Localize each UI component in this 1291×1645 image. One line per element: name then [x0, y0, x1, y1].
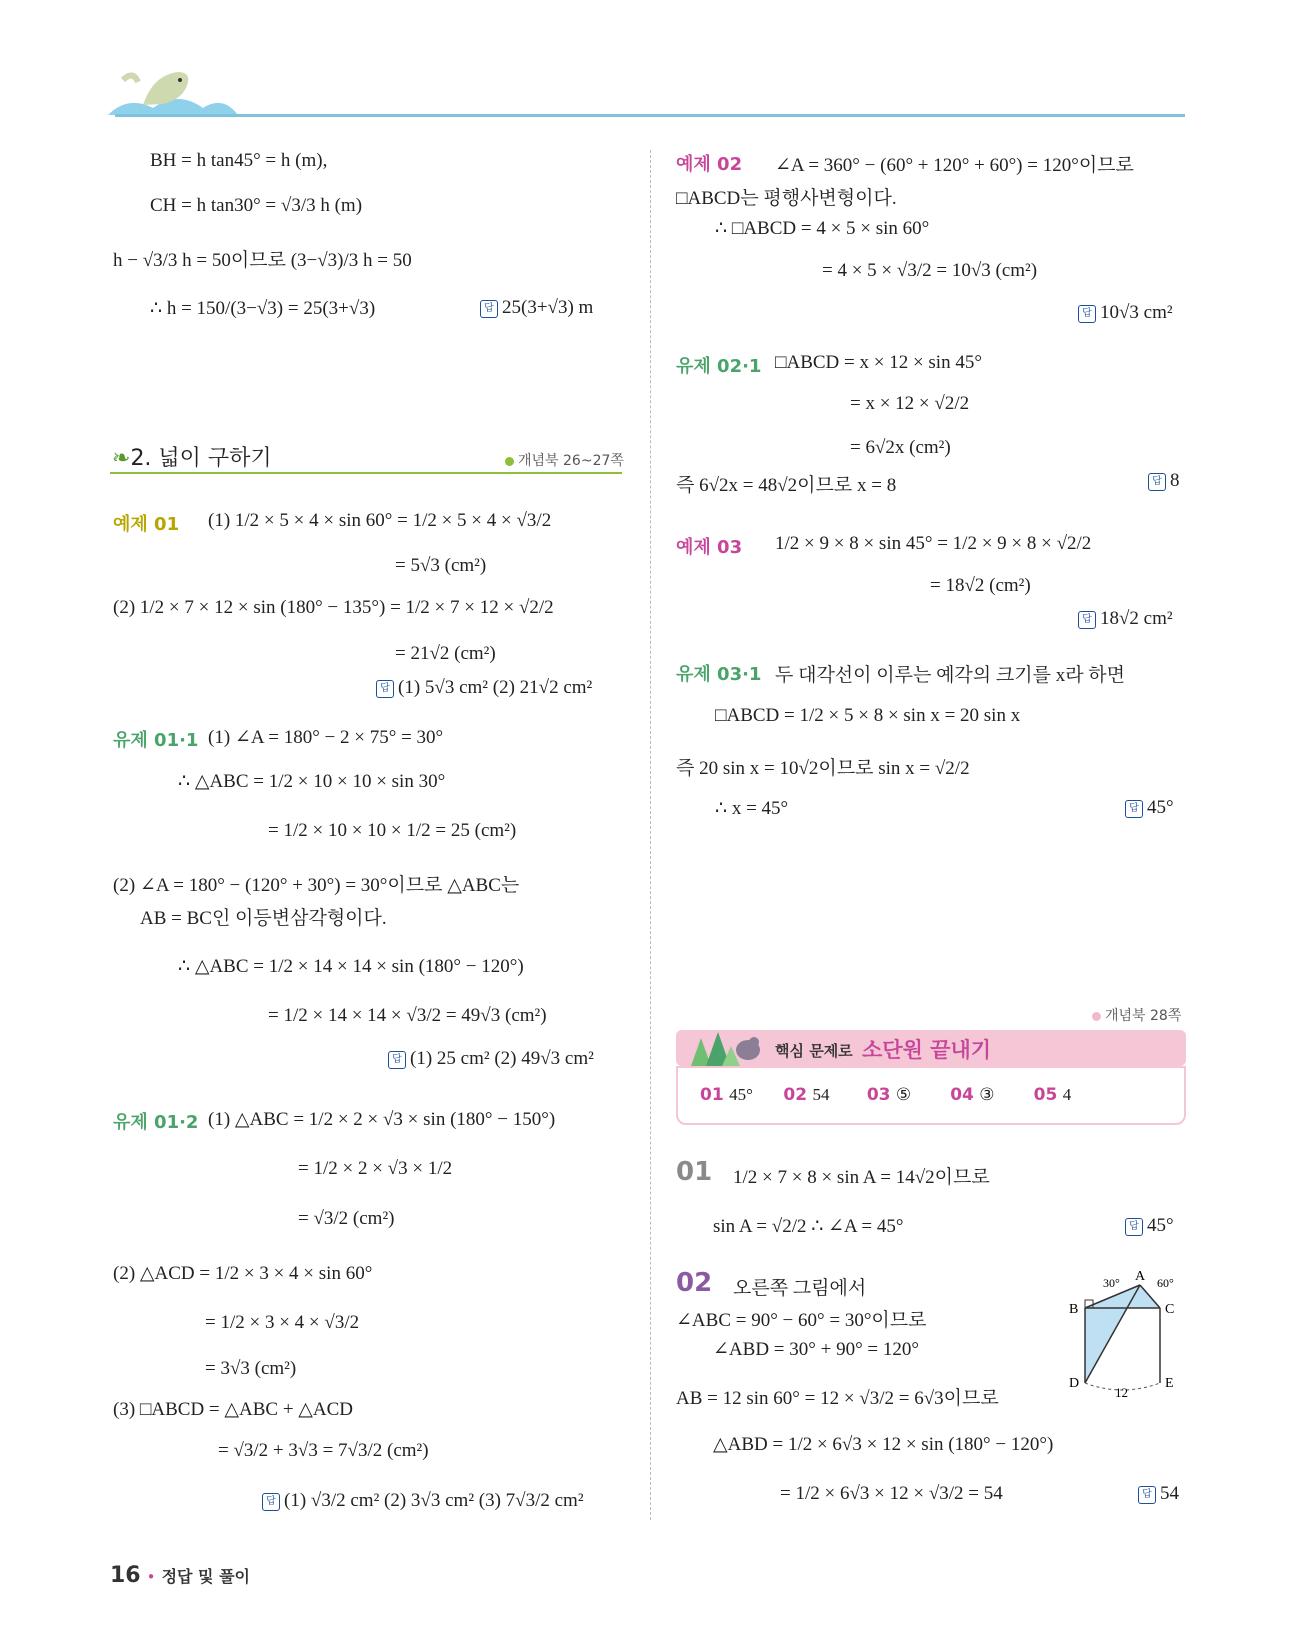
- problem-label: 예제 01: [113, 514, 180, 535]
- section-rule: [110, 472, 622, 474]
- answer-icon: 답: [1125, 1218, 1143, 1236]
- bullet-dot-icon: [505, 457, 514, 466]
- math-line: (1) △ABC = 1/2 × 2 × √3 × sin (180° − 150°): [208, 1109, 556, 1130]
- math-line: (2) ∠A = 180° − (120° + 30°) = 30°이므로 △ABC는: [113, 875, 520, 896]
- figure-label: 12: [1115, 1385, 1128, 1400]
- figure-label: E: [1165, 1376, 1174, 1391]
- trees-bird-icon: [686, 1018, 766, 1068]
- figure-svg: [1065, 1265, 1195, 1400]
- math-line: AB = BC인 이등변삼각형이다.: [140, 908, 387, 929]
- figure-label: B: [1069, 1302, 1079, 1317]
- quick-answer: 02 54: [783, 1085, 830, 1105]
- problem-label: 예제 02: [676, 154, 743, 175]
- column-divider: [650, 150, 651, 1520]
- summary-ref: 개념북 28쪽: [1092, 1005, 1181, 1025]
- quick-answer: 01 45°: [700, 1085, 753, 1105]
- math-line: □ABCD = 1/2 × 5 × 8 × sin x = 20 sin x: [715, 705, 1021, 726]
- answer-icon: 답: [1138, 1486, 1156, 1504]
- math-line: 두 대각선이 이루는 예각의 크기를 x라 하면: [775, 665, 1126, 686]
- figure-label: C: [1165, 1302, 1175, 1317]
- banner-illustration: [686, 1018, 766, 1073]
- math-line: = 1/2 × 2 × √3 × 1/2: [298, 1158, 453, 1179]
- math-line: = 5√3 (cm²): [395, 555, 487, 576]
- answer-icon: 답: [1078, 611, 1096, 629]
- math-line: AB = 12 sin 60° = 12 × √3/2 = 6√3이므로: [676, 1388, 999, 1409]
- problem-label: 예제 03: [676, 537, 743, 558]
- math-line: = 21√2 (cm²): [395, 643, 496, 664]
- math-line: ∴ △ABC = 1/2 × 14 × 14 × sin (180° − 120°): [178, 956, 524, 977]
- math-line: BH = h tan45° = h (m),: [150, 150, 328, 171]
- math-line: (3) □ABCD = △ABC + △ACD: [113, 1399, 354, 1420]
- bullet-dot-icon: [1092, 1012, 1101, 1021]
- math-line: = 1/2 × 3 × 4 × √3/2: [205, 1312, 360, 1333]
- math-line: ∠A = 360° − (60° + 120° + 60°) = 120°이므로: [775, 155, 1134, 176]
- math-line: = 1/2 × 10 × 10 × 1/2 = 25 (cm²): [268, 820, 517, 841]
- footer-text: 정답 및 풀이: [161, 1567, 250, 1586]
- figure-label: 30°: [1103, 1276, 1120, 1290]
- math-line: = x × 12 × √2/2: [850, 393, 970, 414]
- math-line: △ABD = 1/2 × 6√3 × 12 × sin (180° − 120°): [713, 1434, 1054, 1455]
- answer: 답 8: [1148, 470, 1180, 492]
- summary-title-big: 소단원 끝내기: [862, 1038, 992, 1062]
- math-line: = 18√2 (cm²): [930, 575, 1031, 596]
- math-line: ∠ABC = 90° − 60° = 30°이므로: [676, 1310, 927, 1331]
- problem-number: 01: [676, 1157, 713, 1187]
- math-line: 1/2 × 9 × 8 × sin 45° = 1/2 × 9 × 8 × √2/2: [775, 533, 1092, 554]
- footer-dot: •: [146, 1568, 156, 1586]
- math-line: = 1/2 × 6√3 × 12 × √3/2 = 54: [780, 1483, 1003, 1504]
- math-line: = 1/2 × 14 × 14 × √3/2 = 49√3 (cm²): [268, 1005, 547, 1026]
- math-line: = 3√3 (cm²): [205, 1358, 297, 1379]
- math-line: ∴ □ABCD = 4 × 5 × sin 60°: [715, 218, 930, 239]
- answer: 답 45°: [1125, 1215, 1174, 1237]
- math-line: = 6√2x (cm²): [850, 437, 951, 458]
- math-line: □ABCD는 평행사변형이다.: [676, 188, 897, 209]
- summary-title-small: 핵심 문제로: [775, 1042, 853, 1060]
- quick-answer-row: [700, 1085, 1112, 1105]
- math-line: (1) ∠A = 180° − 2 × 75° = 30°: [208, 727, 444, 748]
- whale-logo-icon: [108, 60, 338, 120]
- page-number: 16: [110, 1563, 141, 1588]
- answer: 답 25(3+√3) m: [480, 297, 593, 319]
- math-line: CH = h tan30° = √3/3 h (m): [150, 195, 363, 216]
- answer: 답 54: [1138, 1483, 1179, 1505]
- math-line: sin A = √2/2 ∴ ∠A = 45°: [713, 1216, 904, 1237]
- math-line: = 4 × 5 × √3/2 = 10√3 (cm²): [822, 260, 1038, 281]
- math-line: 1/2 × 7 × 8 × sin A = 14√2이므로: [733, 1167, 990, 1188]
- answer-icon: 답: [480, 300, 498, 318]
- section-ref: 개념북 26~27쪽: [505, 450, 624, 470]
- math-line: h − √3/3 h = 50이므로 (3−√3)/3 h = 50: [113, 250, 412, 271]
- math-line: ∴ h = 150/(3−√3) = 25(3+√3): [150, 298, 376, 319]
- answer-icon: 답: [376, 680, 394, 698]
- answer-icon: 답: [1125, 800, 1143, 818]
- math-line: (2) △ACD = 1/2 × 3 × 4 × sin 60°: [113, 1263, 373, 1284]
- math-line: □ABCD = x × 12 × sin 45°: [775, 352, 982, 373]
- figure-label: D: [1069, 1376, 1080, 1391]
- problem-label: 유제 03·1: [676, 664, 762, 685]
- answer-icon: 답: [1078, 305, 1096, 323]
- math-line: 오른쪽 그림에서: [733, 1278, 867, 1299]
- math-line: 즉 6√2x = 48√2이므로 x = 8: [676, 475, 897, 496]
- answer: 답 (1) 5√3 cm² (2) 21√2 cm²: [376, 677, 592, 699]
- math-line: (1) 1/2 × 5 × 4 × sin 60° = 1/2 × 5 × 4 × √3/2: [208, 510, 552, 531]
- answer-icon: 답: [262, 1493, 280, 1511]
- answer: 답 10√3 cm²: [1078, 302, 1173, 324]
- math-line: ∴ x = 45°: [715, 798, 789, 819]
- geometry-figure: [1065, 1265, 1195, 1405]
- quick-answer: 04 ③: [950, 1085, 995, 1105]
- figure-label: A: [1135, 1269, 1146, 1284]
- leaf-icon: ❧: [112, 446, 131, 471]
- footer: [110, 1563, 250, 1588]
- answer-icon: 답: [1148, 473, 1166, 491]
- problem-label: 유제 01·2: [113, 1112, 199, 1133]
- math-line: = √3/2 (cm²): [298, 1208, 395, 1229]
- math-line: 즉 20 sin x = 10√2이므로 sin x = √2/2: [676, 758, 970, 779]
- section-title: ❧2. 넓이 구하기: [112, 446, 272, 471]
- answer: 답 18√2 cm²: [1078, 608, 1173, 630]
- quick-answer: 05 4: [1033, 1085, 1072, 1105]
- problem-label: 유제 02·1: [676, 356, 762, 377]
- answer: 답 (1) 25 cm² (2) 49√3 cm²: [388, 1048, 594, 1070]
- math-line: = √3/2 + 3√3 = 7√3/2 (cm²): [218, 1440, 429, 1461]
- quick-answer: 03 ⑤: [866, 1085, 912, 1105]
- answer: 답 (1) √3/2 cm² (2) 3√3 cm² (3) 7√3/2 cm²: [262, 1490, 584, 1512]
- math-line: (2) 1/2 × 7 × 12 × sin (180° − 135°) = 1/2 × 7 × 12 × √2/2: [113, 597, 554, 618]
- figure-label: 60°: [1157, 1276, 1174, 1290]
- problem-number: 02: [676, 1268, 713, 1298]
- answer-icon: 답: [388, 1051, 406, 1069]
- answer: 답 45°: [1125, 797, 1174, 819]
- header-rule: [115, 114, 1185, 117]
- math-line: ∴ △ABC = 1/2 × 10 × 10 × sin 30°: [178, 771, 446, 792]
- problem-label: 유제 01·1: [113, 730, 199, 751]
- math-line: ∠ABD = 30° + 90° = 120°: [713, 1339, 919, 1360]
